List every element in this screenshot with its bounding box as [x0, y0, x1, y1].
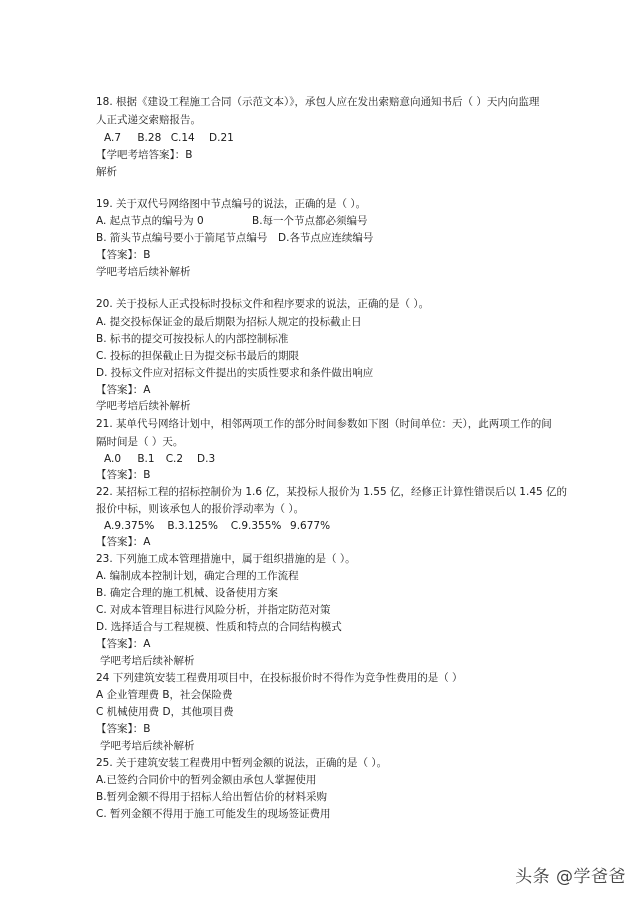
q19-option-d: D.各节点应连续编号 [278, 232, 374, 244]
q20-option-c: C. 投标的担保截止日为提交标书最后的期限 [96, 350, 300, 362]
q22-stem-line1: 22. 某招标工程的招标控制价为 1.6 亿，某投标人报价为 1.55 亿，经修正计算性错误后以 1.45 亿的 [96, 486, 568, 498]
q23-note: 学吧考培后续补解析 [100, 655, 195, 667]
q22-option-c: C.9.355% [230, 520, 282, 532]
q25-option-a: A.已签约合同价中的暂列金额由承包人掌握使用 [96, 774, 317, 786]
q22-option-d: 9.677% [290, 520, 331, 532]
watermark: 头条 @学爸爸 [515, 867, 626, 887]
q22-option-a: A.9.375% [104, 520, 155, 532]
q24-options-cd: C 机械使用费 D，其他项目费 [96, 706, 234, 718]
q19-option-c: B. 箭头节点编号要小于箭尾节点编号 [96, 232, 268, 244]
q20-option-a: A. 提交投标保证金的最后期限为招标人规定的投标截止日 [96, 316, 362, 328]
q24-answer: 【答案】：B [96, 723, 151, 735]
q20-option-b: B. 标书的提交可按投标人的内部控制标准 [96, 333, 289, 345]
q20-answer: 【答案】：A [96, 384, 151, 396]
q21-option-d: D.3 [197, 453, 216, 465]
q18-option-c: C.14 [170, 132, 195, 144]
q19-stem: 19. 关于双代号网络图中节点编号的说法，正确的是（ ）。 [96, 198, 367, 210]
q21-stem-line2: 隔时间是（ ）天。 [96, 436, 184, 448]
q18-note: 解析 [96, 166, 117, 178]
q22-answer: 【答案】：A [96, 536, 151, 548]
q25-option-b: B.暂列金额不得用于招标人给出暂估价的材料采购 [96, 791, 328, 803]
q19-note: 学吧考培后续补解析 [96, 266, 191, 278]
q19-option-b: B.每一个节点都必须编号 [252, 215, 368, 227]
q18-answer: 【学吧考培答案】：B [96, 149, 193, 161]
q19-option-a: A. 起点节点的编号为 0 [96, 215, 204, 227]
q21-stem-line1: 21. 某单代号网络计划中，相邻两项工作的部分时间参数如下图（时间单位：天），此两项工作的间 [96, 418, 552, 430]
q21-option-a: A.0 [104, 453, 122, 465]
q22-stem-line2: 报价中标，则该承包人的报价浮动率为（ ）。 [96, 503, 305, 515]
q20-note: 学吧考培后续补解析 [96, 400, 191, 412]
q23-stem: 23. 下列施工成本管理措施中，属于组织措施的是（ ）。 [96, 553, 356, 565]
q18-stem-line2: 人正式递交索赔报告。 [96, 114, 201, 126]
q22-option-b: B.3.125% [167, 520, 218, 532]
q25-option-c: C. 暂列金额不得用于施工可能发生的现场签证费用 [96, 808, 331, 820]
q23-answer: 【答案】：A [96, 638, 151, 650]
q21-answer: 【答案】：B [96, 469, 151, 481]
q22-options [104, 519, 330, 533]
q24-note: 学吧考培后续补解析 [100, 740, 195, 752]
q18-options [104, 131, 234, 145]
q24-stem: 24 下列建筑安装工程费用项目中，在投标报价时不得作为竞争性费用的是（ ） [96, 672, 463, 684]
q24-options-ab: A 企业管理费 B，社会保险费 [96, 689, 233, 701]
q20-stem: 20. 关于投标人正式投标时投标文件和程序要求的说法，正确的是（ ）。 [96, 298, 430, 310]
q18-option-d: D.21 [209, 132, 234, 144]
q19-answer: 【答案】：B [96, 249, 151, 261]
q23-option-d: D. 选择适合与工程规模、性质和特点的合同结构模式 [96, 621, 342, 633]
q18-option-a: A.7 [104, 132, 122, 144]
q18-option-b: B.28 [137, 132, 162, 144]
q23-option-b: B. 确定合理的施工机械、设备使用方案 [96, 587, 278, 599]
q21-option-c: C.2 [165, 453, 184, 465]
q25-stem: 25. 关于建筑安装工程费用中暂列金额的说法，正确的是（ ）。 [96, 757, 388, 769]
q23-option-c: C. 对成本管理目标进行风险分析，并指定防范对策 [96, 604, 331, 616]
q21-option-b: B.1 [137, 453, 155, 465]
q21-options [104, 452, 215, 466]
q23-option-a: A. 编制成本控制计划，确定合理的工作流程 [96, 570, 299, 582]
q18-stem-line1: 18. 根据《建设工程施工合同（示范文本）》，承包人应在发出索赔意向通知书后（ ）天内向监理 [96, 96, 540, 108]
q20-option-d: D. 投标文件应对招标文件提出的实质性要求和条件做出响应 [96, 367, 374, 379]
